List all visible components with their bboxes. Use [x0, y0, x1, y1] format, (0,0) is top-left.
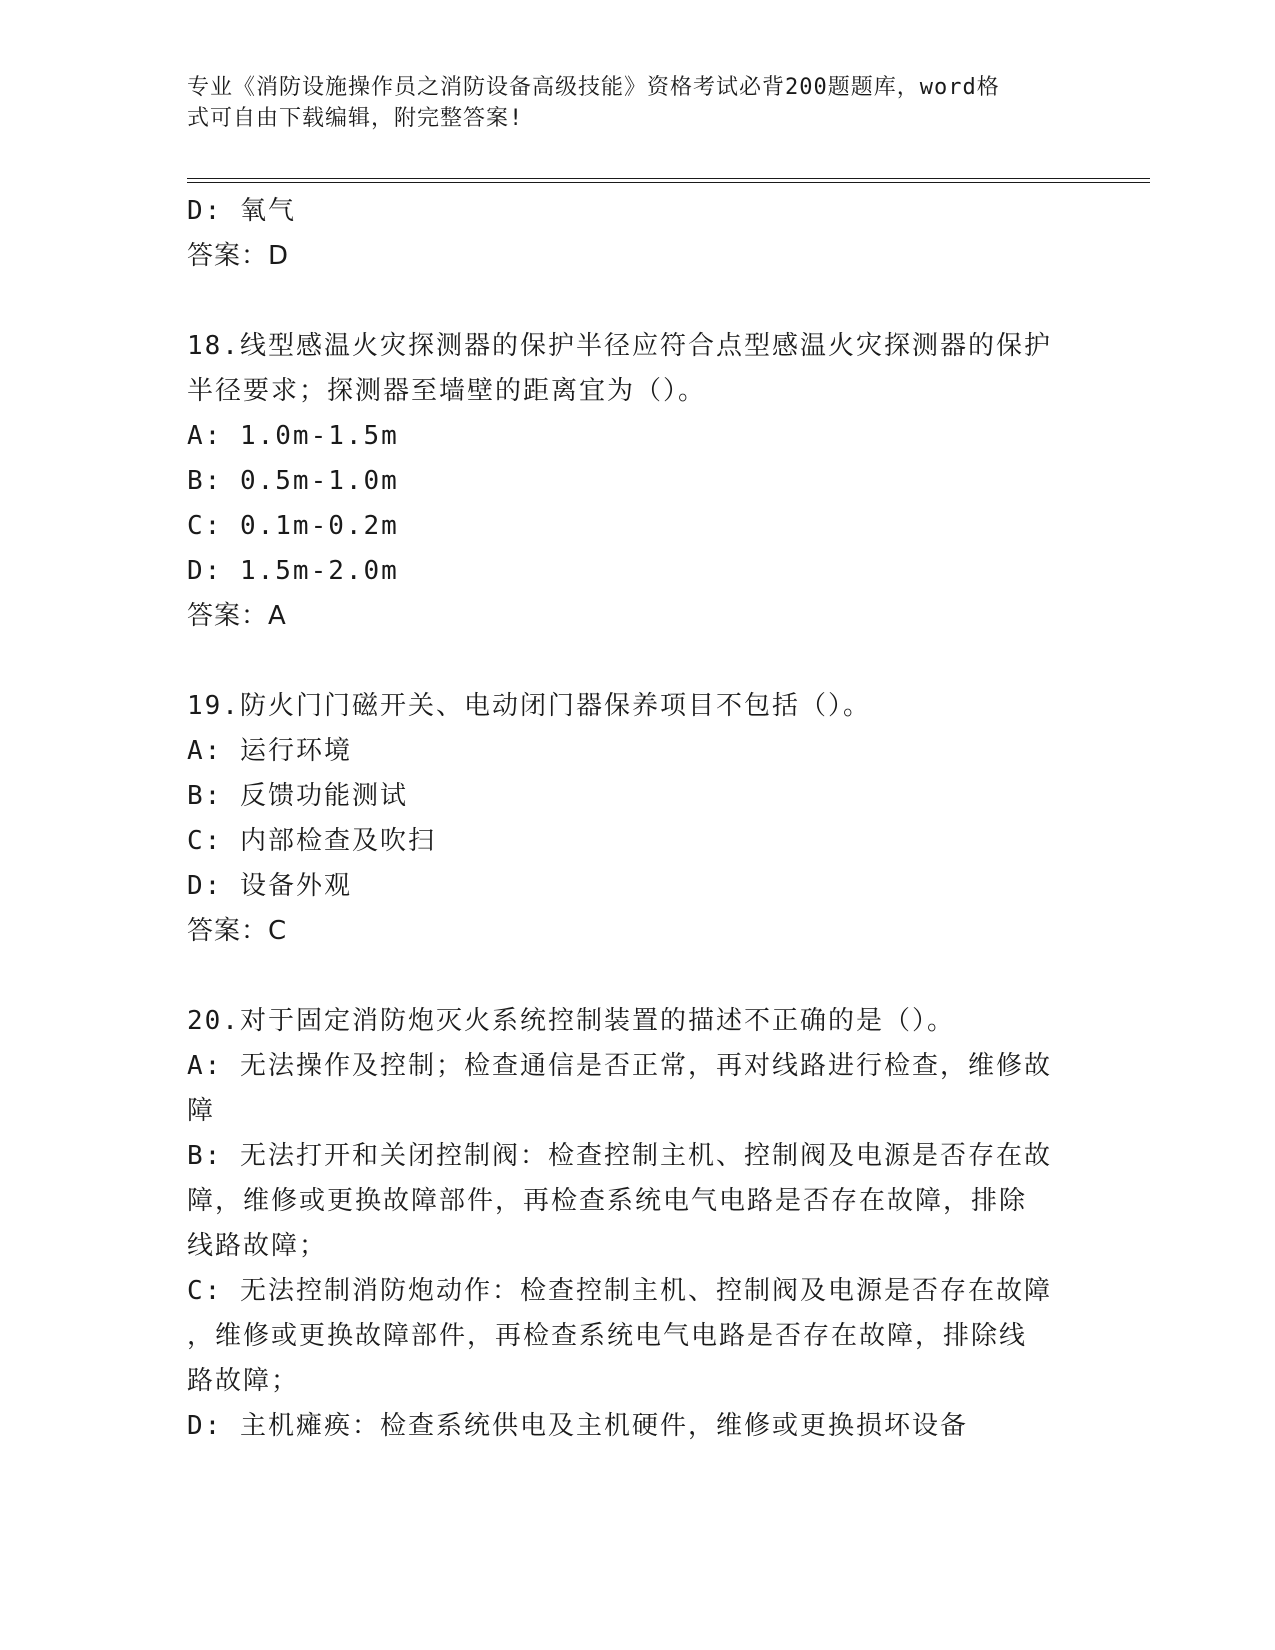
question-stem-line: 18.线型感温火灾探测器的保护半径应符合点型感温火灾探测器的保护	[187, 331, 1052, 361]
option-d	[187, 1404, 1077, 1449]
spacer	[187, 639, 1077, 684]
header-divider-bottom	[187, 182, 1150, 183]
option-line: 路故障；	[187, 1366, 300, 1396]
header-divider-top	[187, 178, 1150, 179]
option-line: C: 无法控制消防炮动作：检查控制主机、控制阀及电源是否存在故障	[187, 1276, 1052, 1306]
option-line: 线路故障；	[187, 1231, 328, 1261]
option-d: D: 1.5m-2.0m	[187, 556, 399, 586]
option-a	[187, 1044, 1077, 1134]
option-line: A: 无法操作及控制；检查通信是否正常，再对线路进行检查，维修故	[187, 1051, 1052, 1081]
answer: 答案：C	[187, 916, 288, 946]
spacer	[187, 954, 1077, 999]
option-a: A: 运行环境	[187, 736, 352, 766]
question-stem-line: 20.对于固定消防炮灭火系统控制装置的描述不正确的是（）。	[187, 1006, 955, 1036]
option-c: C: 0.1m-0.2m	[187, 511, 399, 541]
document-body	[187, 189, 1077, 1449]
option-line: 障，维修或更换故障部件，再检查系统电气电路是否存在故障，排除	[187, 1186, 1028, 1216]
answer: 答案：A	[187, 601, 287, 631]
spacer	[187, 279, 1077, 324]
option-line: ，维修或更换故障部件，再检查系统电气电路是否存在故障，排除线	[187, 1321, 1028, 1351]
document-header	[187, 72, 1067, 134]
option-line: D: 主机瘫痪：检查系统供电及主机硬件，维修或更换损坏设备	[187, 1411, 968, 1441]
option-line: 障	[187, 1096, 216, 1126]
option-b: B: 反馈功能测试	[187, 781, 408, 811]
option-c	[187, 1269, 1077, 1404]
header-line-1: 专业《消防设施操作员之消防设备高级技能》资格考试必背200题题库，word格	[187, 75, 1000, 100]
option-a: A: 1.0m-1.5m	[187, 421, 399, 451]
prev-option-d: D: 氧气	[187, 196, 296, 226]
option-c: C: 内部检查及吹扫	[187, 826, 436, 856]
option-b: B: 0.5m-1.0m	[187, 466, 399, 496]
question-18	[187, 324, 1077, 639]
question-stem-line: 19.防火门门磁开关、电动闭门器保养项目不包括（）。	[187, 691, 871, 721]
option-d: D: 设备外观	[187, 871, 352, 901]
question-stem-line: 半径要求；探测器至墙壁的距离宜为（）。	[187, 376, 707, 406]
question-19	[187, 684, 1077, 954]
option-line: B: 无法打开和关闭控制阀：检查控制主机、控制阀及电源是否存在故	[187, 1141, 1052, 1171]
option-b	[187, 1134, 1077, 1269]
question-20	[187, 999, 1077, 1449]
header-line-2: 式可自由下载编辑，附完整答案!	[187, 106, 524, 131]
prev-answer: 答案：D	[187, 241, 290, 271]
